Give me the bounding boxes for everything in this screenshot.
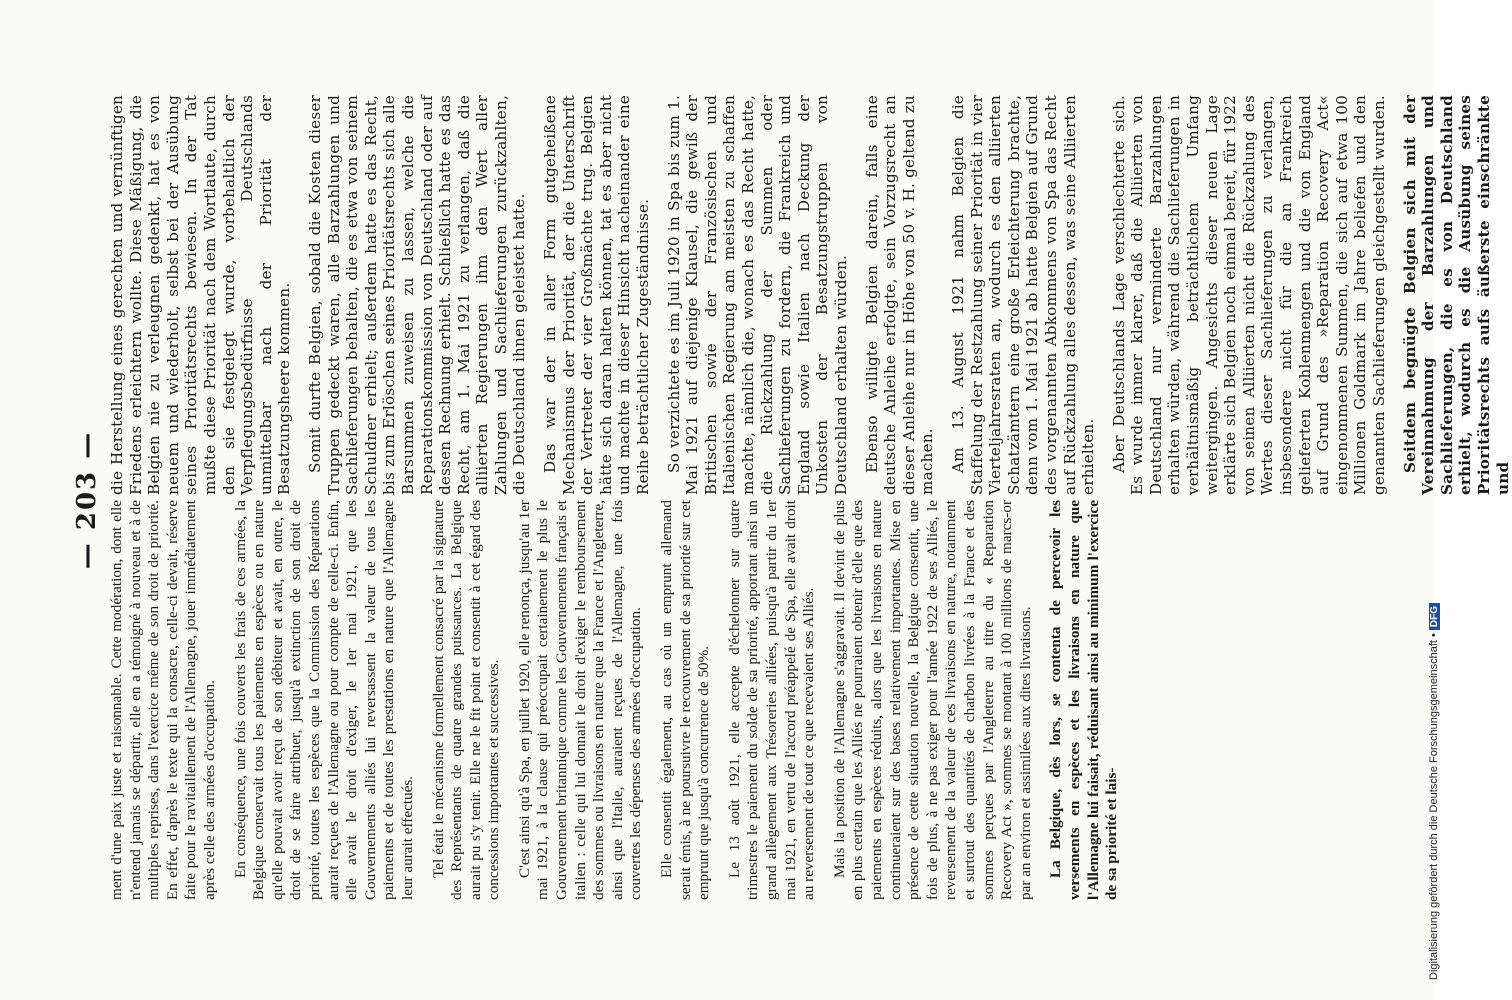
page-number: — 203 — — [72, 430, 102, 570]
german-column — [108, 95, 1512, 495]
german-paragraph: Ebenso willigte Belgien darein, falls eine deutsche Anleihe erfolgte, sein Vorzugsrecht an dieser Anleihe nur in Höhe von 50 v. H. geltend zu machen. — [862, 95, 937, 495]
french-paragraph: Tel était le mécanisme formellement consacré par la signature des Représentants de quatre grandes puissances. La Belgique aurait pu s'y tenir. Elle ne le fit point et consentit à cet égard des concessions importantes et successives. — [429, 500, 503, 900]
german-text — [108, 95, 1512, 495]
french-column — [108, 500, 1358, 900]
french-paragraph: En conséquence, une fois couverts les frais de ces armées, la Belgique conservait tous les paiements en espèces ou en nature qu'elle pouvait avoir reçu de son débiteur et avait, en outre, le droit de se faire attribuer, jusqu'à extinction de son droit de priorité, toutes les espèces que la Commission des Réparations aurait reçues de l'Allemagne ou pour compte de celle-ci. Enfin, elle avait le droit d'exiger, le 1er mai 1921, que les Gouvernements alliés lui reversassent la valeur de tous les paiements et de toutes les prestations en nature que l'Allemagne leur aurait effectués. — [231, 500, 416, 900]
french-paragraph: Elle consentit également, au cas où un emprunt allemand serait émis, à ne poursuivre le recouvrement de sa priorité sur cet emprunt que jusqu'à concurrence de 50%. — [658, 500, 713, 900]
german-paragraph: So verzichtete es im Juli 1920 in Spa bis zum 1. Mai 1921 auf diejenige Klausel, die gewiß der Britischen sowie der Französischen und Italienischen Regierung am meisten zu schaffen machte, nämlich die, wonach es das Recht hatte, die Rückzahlung der Summen oder Sachlieferungen zu fordern, die Frankreich und England sowie Italien nach Deckung der Unkosten der Besatzungstruppen von Deutschland erhalten würden. — [664, 95, 850, 495]
german-paragraph: Somit durfte Belgien, sobald die Kosten dieser Truppen gedeckt waren, alle Barzahlungen und Sachlieferungen behalten, die es etwa von seinem Schuldner erhielt; außerdem hatte es das Recht, bis zum Erlöschen seines Prioritätsrechts sich alle Barsummen zuweisen zu lassen, welche die Reparationskommission von Deutschland oder auf dessen Rechnung erhielt. Schließlich hatte es das Recht, am 1. Mai 1921 zu verlangen, daß die alliierten Regierungen ihm den Wert aller Zahlungen und Sachlieferungen zurückzahlten, die Deutschland ihnen geleistet hatte. — [305, 95, 529, 495]
credit-text: Digitalisierung gefördert durch die Deutsche Forschungsgemeinschaft • — [1428, 633, 1440, 980]
french-paragraph: C'est ainsi qu'à Spa, en juillet 1920, elle renonça, jusqu'au 1er mai 1921, à la clause qui préoccupait certainement le plus le Gouvernement britannique comme les Gouvernements français et italien : celle qui lui donnait le droit d'exiger le remboursement des sommes ou livraisons en nature que la France et l'Angleterre, ainsi que l'Italie, auraient reçues de l'Allemagne, une fois couvertes les dépenses des armées d'occupation. — [515, 500, 645, 900]
german-paragraph: Aber Deutschlands Lage verschlechterte sich. Es wurde immer klarer, daß die Alliierten von Deutschland nur verminderte Barzahlungen erhalten würden, während die Sachlieferungen in verhältnismäßig beträchtlichem Umfang weitergingen. Angesichts dieser neuen Lage erklärte sich Belgien noch einmal bereit, für 1922 von seinen Alliierten nicht die Rückzahlung des Wertes dieser Sachlieferungen zu verlangen, insbesondere nicht für die an Frankreich gelieferten Kohlenmengen und die von England auf Grund des »Reparation Recovery Act« eingenommenen Summen, die sich auf etwa 100 Millionen Goldmark im Jahre beliefen und den genannten Sachlieferungen gleichgestellt wurden. — [1109, 95, 1388, 495]
french-paragraph: Mais la position de l'Allemagne s'aggravait. Il devint de plus en plus certain que les Alliés ne pourraient obtenir d'elle que des paiements en espèces réduits, alors que les livraisons en nature continueraient sur des bases relativement importantes. Mise en présence de cette situation nouvelle, la Belgique consentit, une fois de plus, à ne pas exiger pour l'année 1922 de ses Alliés, le reversement de la valeur de ces livraisons en nature, notamment et surtout des quantités de charbon livrées à la France et des sommes perçues par l'Angleterre au titre du « Reparation Recovery Act », sommes se montant à 100 millions de marcs-or par an environ et assimilées aux dites livraisons. — [830, 500, 1034, 900]
french-paragraph: ment d'une paix juste et raisonnable. Cette modération, dont elle n'entend jamais se départir, elle en a témoigné à nouveau et à de multiples reprises, dans l'exercice même de son droit de priorité. En effet, d'après le texte qui la consacre, celle-ci devait, réserve faite pour le ravitaillement de l'Allemagne, jouer immédiatement après celle des armées d'occupation. — [108, 500, 218, 900]
digitization-credit — [1428, 603, 1440, 980]
german-paragraph: Am 13. August 1921 nahm Belgien die Staffelung der Restzahlung seiner Priorität in vier Vierteljahresraten an, wodurch es den alliierten Schatzämtern eine große Erleichterung brachte, denn vom 1. Mai 1921 ab hatte Belgien auf Grund des vorgenannten Abkommens von Spa das Recht auf Rückzahlung alles dessen, was seine Alliierten erhielten. — [948, 95, 1098, 495]
french-text — [108, 500, 1122, 900]
german-paragraph: Seitdem begnügte Belgien sich mit der Vereinnahmung der Barzahlungen und Sachlieferungen, die es von Deutschland erhielt, wodurch es die Ausübung seines Prioritätsrechts aufs äußerste einschränkte und — [1400, 95, 1512, 495]
dfg-logo: DFG — [1429, 603, 1440, 630]
french-paragraph: Le 13 août 1921, elle accepte d'échelonner sur quatre trimestres le paiement du solde de sa priorité, apportant ainsi un grand allègement aux Trésoreries alliées, puisqu'à partir du 1er mai 1921, en vertu de l'accord préappelé de Spa, elle avait droit au reversement de tout ce que recevaient ses Alliés. — [725, 500, 818, 900]
german-paragraph: die Herstellung eines gerechten und vernünftigen Friedens erleichtern wollte. Diese Mäßigung, die Belgien nie zu verleugnen gedenkt, hat es von neuem und wiederholt, selbst bei der Ausübung seines Prioritätsrechts bewiesen. In der Tat mußte diese Priorität nach dem Wortlaute, durch den sie festgelegt wurde, vorbehaltlich der Verpflegungsbedürfnisse Deutschlands unmittelbar nach der Priorität der Besatzungsheere kommen. — [108, 95, 294, 495]
german-paragraph: Das war der in aller Form gutgeheißene Mechanismus der Priorität, der die Unterschrift der Vertreter der vier Großmächte trug. Belgien hätte sich daran halten können, tat es aber nicht und machte in dieser Hinsicht nacheinander eine Reihe beträchtlicher Zugeständnisse. — [541, 95, 653, 495]
french-paragraph: La Belgique, dès lors, se contenta de percevoir les versements en espèces et les livraisons en nature que l'Allemagne lui faisait, réduisant ainsi au minimum l'exercice de sa priorité et lais- — [1047, 500, 1121, 900]
